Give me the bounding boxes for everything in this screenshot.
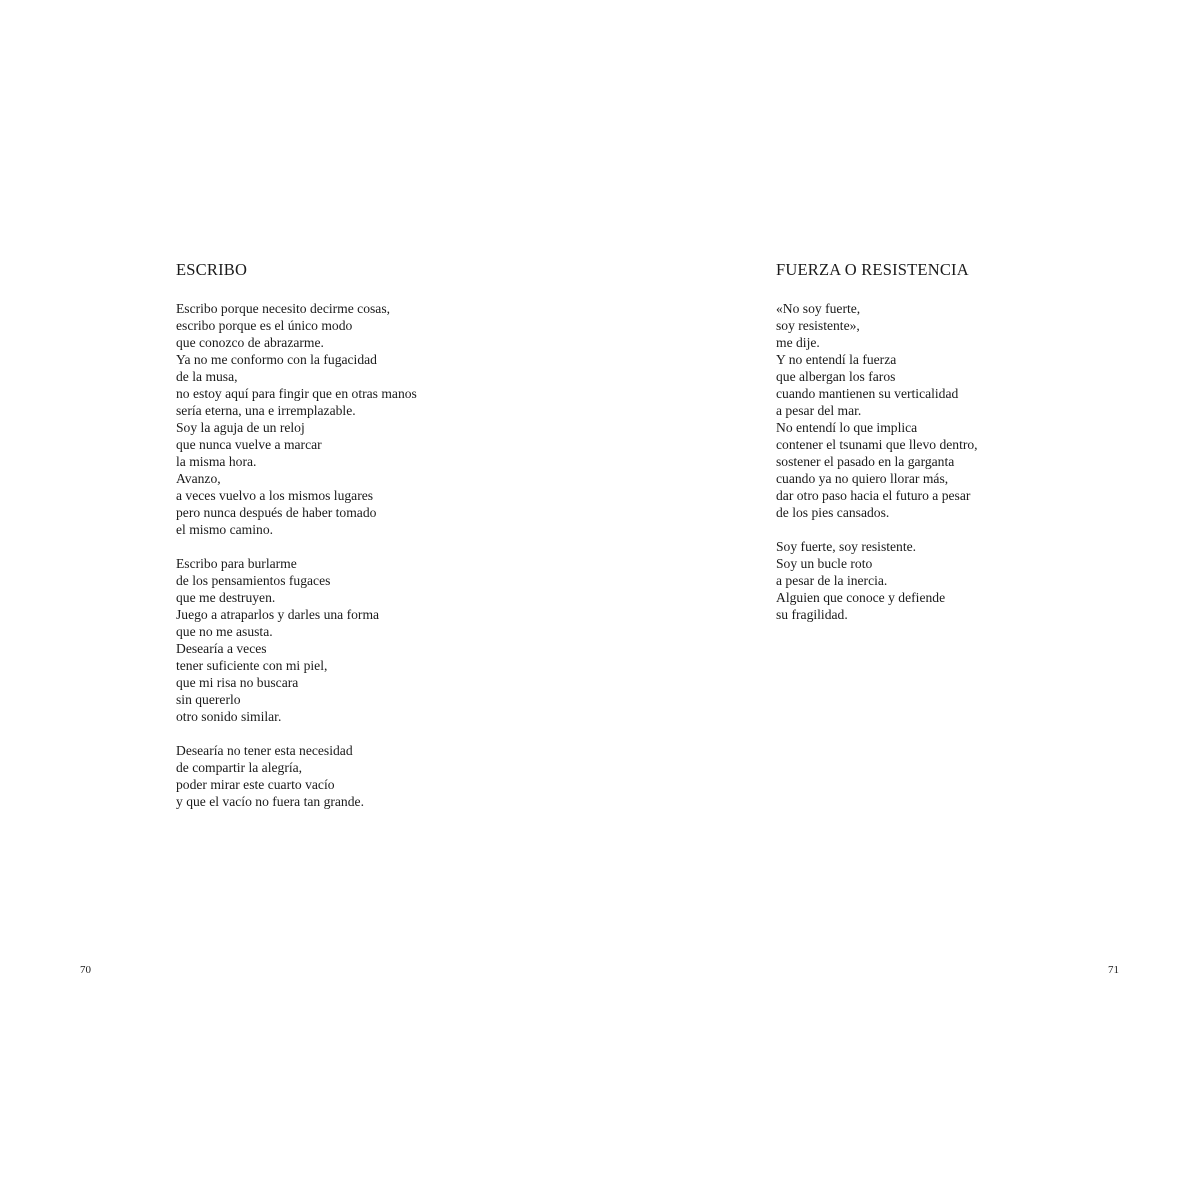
poem-line: Escribo para burlarme bbox=[176, 556, 297, 571]
stanza bbox=[176, 555, 417, 725]
poem-line: pero nunca después de haber tomado bbox=[176, 505, 377, 520]
poem-title: FUERZA O RESISTENCIA bbox=[776, 260, 969, 279]
poem-line: que conozco de abrazarme. bbox=[176, 335, 324, 350]
poem-line: de los pensamientos fugaces bbox=[176, 573, 331, 588]
poem-line: poder mirar este cuarto vacío bbox=[176, 777, 335, 792]
poem-escribo bbox=[176, 259, 417, 827]
poem-line: Avanzo, bbox=[176, 471, 221, 486]
poem-line: a pesar del mar. bbox=[776, 403, 862, 418]
poem-line: que nunca vuelve a marcar bbox=[176, 437, 322, 452]
poem-line: Desearía a veces bbox=[176, 641, 267, 656]
poem-line: No entendí lo que implica bbox=[776, 420, 918, 435]
poem-line: no estoy aquí para fingir que en otras manos bbox=[176, 386, 417, 401]
poem-line: de los pies cansados. bbox=[776, 505, 890, 520]
poem-line: Ya no me conformo con la fugacidad bbox=[176, 352, 377, 367]
poem-line: de la musa, bbox=[176, 369, 238, 384]
poem-line: a pesar de la inercia. bbox=[776, 573, 888, 588]
poem-line: su fragilidad. bbox=[776, 607, 848, 622]
right-page bbox=[600, 0, 1200, 1200]
page-number: 71 bbox=[1108, 964, 1119, 976]
poem-line: soy resistente», bbox=[776, 318, 860, 333]
poem-line: Desearía no tener esta necesidad bbox=[176, 743, 353, 758]
poem-line: sostener el pasado en la garganta bbox=[776, 454, 955, 469]
poem-line: la misma hora. bbox=[176, 454, 257, 469]
poem-line: sin quererlo bbox=[176, 692, 241, 707]
poem-line: «No soy fuerte, bbox=[776, 301, 861, 316]
poem-line: otro sonido similar. bbox=[176, 709, 282, 724]
stanza bbox=[176, 742, 417, 810]
stanza bbox=[776, 300, 978, 521]
poem-line: que albergan los faros bbox=[776, 369, 896, 384]
poem-line: Juego a atraparlos y darles una forma bbox=[176, 607, 380, 622]
poem-line: me dije. bbox=[776, 335, 820, 350]
poem-line: contener el tsunami que llevo dentro, bbox=[776, 437, 978, 452]
poem-line: cuando ya no quiero llorar más, bbox=[776, 471, 949, 486]
poem-line: y que el vacío no fuera tan grande. bbox=[176, 794, 364, 809]
poem-fuerza-o-resistencia bbox=[776, 259, 978, 640]
poem-line: Escribo porque necesito decirme cosas, bbox=[176, 301, 391, 316]
poem-line: cuando mantienen su verticalidad bbox=[776, 386, 959, 401]
poem-line: Y no entendí la fuerza bbox=[776, 352, 897, 367]
stanza bbox=[776, 538, 978, 623]
poem-title: ESCRIBO bbox=[176, 260, 248, 279]
poem-line: el mismo camino. bbox=[176, 522, 274, 537]
poem-line: que no me asusta. bbox=[176, 624, 273, 639]
poem-line: Soy un bucle roto bbox=[776, 556, 873, 571]
poem-line: tener suficiente con mi piel, bbox=[176, 658, 328, 673]
poem-line: de compartir la alegría, bbox=[176, 760, 303, 775]
poem-line: escribo porque es el único modo bbox=[176, 318, 353, 333]
poem-line: que mi risa no buscara bbox=[176, 675, 299, 690]
poem-line: que me destruyen. bbox=[176, 590, 276, 605]
stanza bbox=[176, 300, 417, 538]
poem-line: Soy fuerte, soy resistente. bbox=[776, 539, 917, 554]
poem-line: Soy la aguja de un reloj bbox=[176, 420, 305, 435]
poem-line: a veces vuelvo a los mismos lugares bbox=[176, 488, 374, 503]
poem-line: Alguien que conoce y defiende bbox=[776, 590, 946, 605]
page-number: 70 bbox=[80, 964, 91, 976]
poem-line: dar otro paso hacia el futuro a pesar bbox=[776, 488, 971, 503]
poem-line: sería eterna, una e irremplazable. bbox=[176, 403, 356, 418]
